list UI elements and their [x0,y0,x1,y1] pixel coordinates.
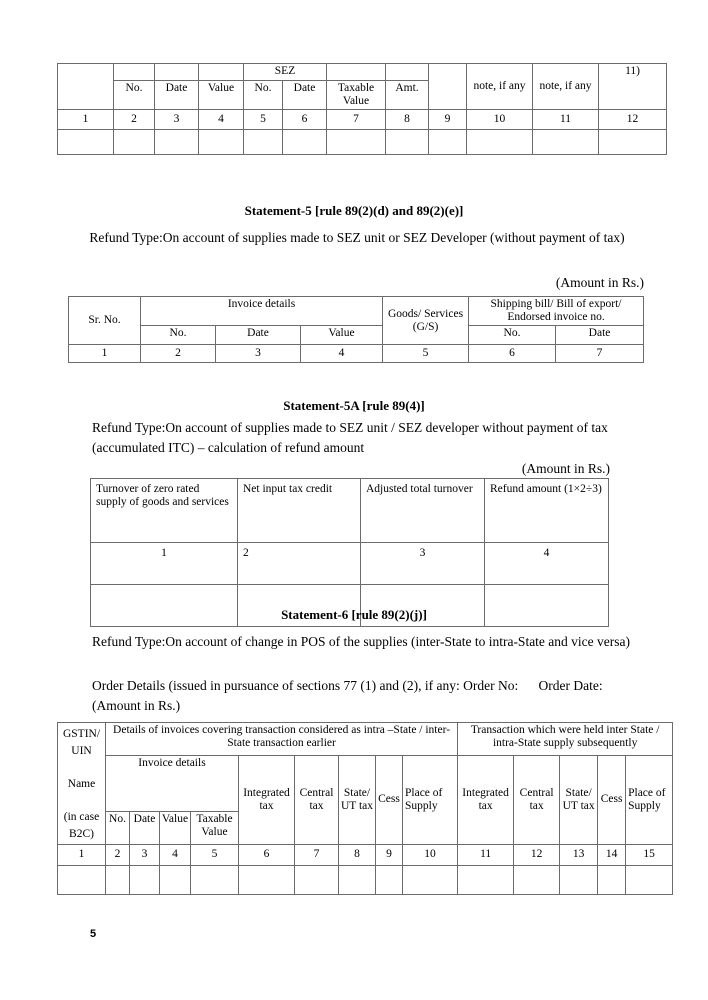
table-row [58,756,673,812]
cell-sr-no: Sr. No. [69,297,141,345]
cell-blank-3 [155,64,199,81]
num-cell: 14 [598,844,626,865]
num-cell: 2 [141,345,216,363]
empty-cell[interactable] [199,130,244,155]
empty-cell[interactable] [155,130,199,155]
gstin-line-2: UIN [71,744,92,757]
cell-cess-right: Cess [598,756,626,845]
cell-value: Value [199,81,244,110]
cell-state-ut-tax-right: State/ UT tax [560,756,598,845]
cell-invoice-details: Invoice details [141,297,383,326]
num-cell: 9 [376,844,403,865]
empty-cell[interactable] [244,130,283,155]
empty-cell[interactable] [386,130,429,155]
empty-cell[interactable] [283,130,327,155]
cell-blank-4 [199,64,244,81]
empty-cell[interactable] [429,130,467,155]
cell-place-of-supply-right: Place of Supply [626,756,673,845]
num-cell: 4 [485,543,609,585]
num-cell: 3 [361,543,485,585]
cell-state-ut-tax-left: State/ UT tax [339,756,376,845]
page-number: 5 [90,928,97,940]
num-cell: 6 [469,345,556,363]
gstin-line-5: B2C) [69,828,94,841]
statement6-refund-type: Refund Type:On account of change in POS of the supplies (inter-State to intra-State and vice versa) [92,634,631,649]
table-row [69,297,644,326]
num-cell: 2 [238,543,361,585]
cell-integrated-tax-right: Integrated tax [458,756,514,845]
statement6-order-details: Order Details (issued in pursuance of sections 77 (1) and (2), if any: Order No: Order Date:(Amount in Rs.) [92,678,603,714]
statement5a-table [90,478,609,627]
num-cell: 5 [191,844,239,865]
cell-refund-amount: Refund amount (1×2÷3) [485,479,609,543]
cell-invoice-value: Value [301,326,383,345]
cell-turnover-zero-rated: Turnover of zero rated supply of goods and services [91,479,238,543]
statement5-refund-type: Refund Type:On account of supplies made to SEZ unit or SEZ Developer (without payment of tax) [89,230,625,245]
cell-invoice-date: Date [130,811,160,844]
empty-cell[interactable] [239,865,295,894]
cell-gstin-uin-name [58,723,106,845]
cell-place-of-supply-left: Place of Supply [403,756,458,845]
cell-blank-9 [429,64,467,110]
statement5a-amount-note: (Amount in Rs.) [521,461,610,476]
empty-cell[interactable] [514,865,560,894]
statement5-heading: Statement-5 [rule 89(2)(d) and 89(2)(e)] [244,203,464,218]
empty-cell[interactable] [58,865,106,894]
num-cell: 1 [58,844,106,865]
cell-invoice-details: Invoice details [106,756,239,812]
cell-sez-header: SEZ [244,64,327,81]
empty-cell[interactable] [327,130,386,155]
empty-cell[interactable] [467,130,533,155]
empty-cell[interactable] [130,865,160,894]
table-row [69,326,644,345]
cell-net-input-tax-credit: Net input tax credit [238,479,361,543]
table-row-empty [58,130,667,155]
num-cell: 9 [429,110,467,130]
table-row-empty [58,865,673,894]
cell-goods-services: Goods/ Services (G/S) [383,297,469,345]
cell-taxable-value: Taxable Value [327,81,386,110]
num-cell: 10 [403,844,458,865]
empty-cell[interactable] [403,865,458,894]
num-cell: 10 [467,110,533,130]
cell-invoice-date: Date [216,326,301,345]
num-cell: 1 [91,543,238,585]
empty-cell[interactable] [160,865,191,894]
cell-shipping-no: No. [469,326,556,345]
num-cell: 6 [283,110,327,130]
num-cell: 2 [114,110,155,130]
table-row [91,479,609,543]
cell-sez-no: No. [244,81,283,110]
num-cell: 4 [301,345,383,363]
empty-cell[interactable] [114,130,155,155]
empty-cell[interactable] [560,865,598,894]
num-cell: 8 [386,110,429,130]
cell-adjusted-total-turnover: Adjusted total turnover [361,479,485,543]
statement5a-refund-type: Refund Type:On account of supplies made to SEZ unit / SEZ developer without payment of tax (accumulated ITC) – calculation of refund amount [92,420,608,456]
cell-note-if-any-1: note, if any [467,64,533,110]
empty-cell[interactable] [598,865,626,894]
num-cell: 3 [130,844,160,865]
table-row [58,723,673,756]
empty-cell[interactable] [376,865,403,894]
cell-invoice-no: No. [141,326,216,345]
cell-eleven-paren: 11) [599,64,667,110]
cell-blank-1 [58,64,114,110]
num-cell: 12 [599,110,667,130]
table-row [58,64,667,81]
num-cell: 5 [244,110,283,130]
cell-group-intra-state: Details of invoices covering transaction considered as intra –State / inter-State transaction earlier [106,723,458,756]
num-cell: 5 [383,345,469,363]
cell-sez-date: Date [283,81,327,110]
table-row-numbers [91,543,609,585]
cell-invoice-value: Value [160,811,191,844]
num-cell: 3 [216,345,301,363]
table-row-numbers [58,110,667,130]
gstin-line-3: Name [67,778,96,791]
cell-group-inter-state: Transaction which were held inter State / intra-State supply subsequently [458,723,673,756]
top-continuation-table [57,63,667,155]
num-cell: 4 [160,844,191,865]
cell-shipping-date: Date [556,326,644,345]
cell-invoice-no: No. [106,811,130,844]
empty-cell[interactable] [599,130,667,155]
cell-blank-8 [386,64,429,81]
num-cell: 8 [339,844,376,865]
empty-cell[interactable] [191,865,239,894]
cell-no: No. [114,81,155,110]
empty-cell[interactable] [106,865,130,894]
statement5a-heading: Statement-5A [rule 89(4)] [283,398,425,413]
num-cell: 1 [58,110,114,130]
empty-cell[interactable] [339,865,376,894]
statement5-amount-note: (Amount in Rs.) [555,275,644,290]
num-cell: 7 [556,345,644,363]
empty-cell[interactable] [58,130,114,155]
empty-cell[interactable] [626,865,673,894]
cell-blank-2 [114,64,155,81]
cell-amt: Amt. [386,81,429,110]
cell-date: Date [155,81,199,110]
num-cell: 13 [560,844,598,865]
cell-cess-left: Cess [376,756,403,845]
empty-cell[interactable] [533,130,599,155]
cell-central-tax-right: Central tax [514,756,560,845]
num-cell: 11 [458,844,514,865]
empty-cell[interactable] [458,865,514,894]
cell-integrated-tax-left: Integrated tax [239,756,295,845]
cell-note-if-any-2: note, if any [533,64,599,110]
statement6-heading: Statement-6 [rule 89(2)(j)] [281,607,427,622]
num-cell: 1 [69,345,141,363]
num-cell: 12 [514,844,560,865]
cell-taxable-value: Taxable Value [191,811,239,844]
num-cell: 7 [295,844,339,865]
num-cell: 2 [106,844,130,865]
cell-blank-7 [327,64,386,81]
cell-shipping-bill: Shipping bill/ Bill of export/ Endorsed invoice no. [469,297,644,326]
statement5-table [68,296,644,363]
statement6-table [57,722,673,895]
table-row-numbers [69,345,644,363]
num-cell: 11 [533,110,599,130]
gstin-line-1: GSTIN/ [62,728,101,740]
cell-central-tax-left: Central tax [295,756,339,845]
num-cell: 7 [327,110,386,130]
table-row-numbers [58,844,673,865]
num-cell: 4 [199,110,244,130]
num-cell: 15 [626,844,673,865]
gstin-line-4: (in case [63,811,100,824]
num-cell: 3 [155,110,199,130]
empty-cell[interactable] [295,865,339,894]
num-cell: 6 [239,844,295,865]
